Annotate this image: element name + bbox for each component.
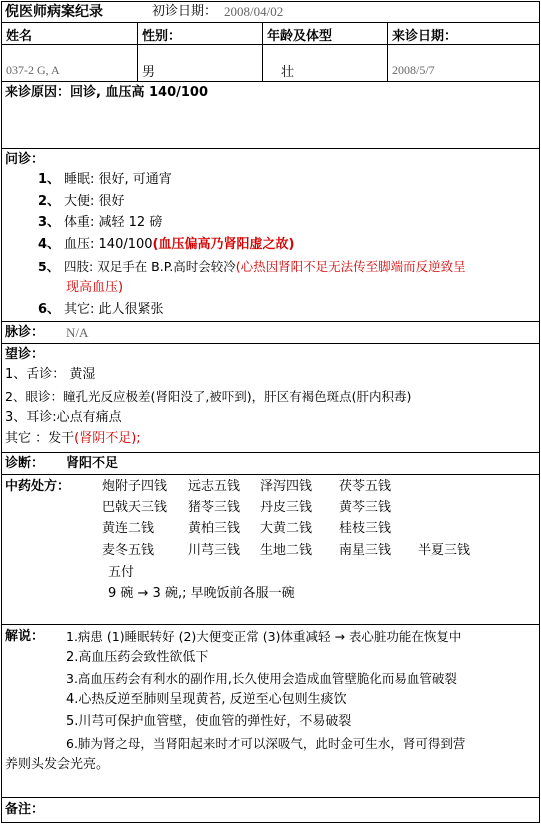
herb: 黄柏三钱 [188,521,241,536]
pulse-value: N/A [66,325,89,340]
name-header: 姓名 [2,23,138,44]
note-line: 2.高血压药会致性欲低下 [66,650,209,665]
ear-diagnosis: 3、耳诊:心点有痛点 [5,410,122,425]
note-line: 5.川芎可保护血管壁，使血管的弹性好，不易破裂 [66,714,352,729]
inquiry-item: 4、 血压: 140/100(血压偏高乃肾阳虚之故) [38,237,295,252]
eye-diagnosis: 2、眼诊：瞳孔光反应极差(肾阳没了,被吓到)，肝区有褐色斑点(肝内积毒) [5,389,412,404]
visit-reason: 来诊原因：回诊, 血压高 140/100 [5,85,209,100]
case-record [1,1,540,823]
herb: 南星三钱 [339,543,392,558]
tongue-diagnosis: 1、舌诊： 黄湿 [5,367,96,382]
herb: 麦冬五钱 [102,543,155,558]
inquiry-item-continued: 现高血压) [66,280,124,295]
other-observation: 其它 ：发干(肾阴不足); [5,431,141,446]
diagnosis-value: 肾阳不足 [66,456,119,471]
note-line: 养则头发会光亮。 [5,757,110,772]
herb: 黄芩三钱 [339,500,392,515]
inquiry-item: 5、 四肢: 双足手在 B.P.高时会较冷(心热因肾阳不足无法传至脚端而反逆致呈 [38,259,466,274]
age-body-header: 年龄及体型 [263,23,388,44]
herb: 川芎三钱 [188,543,241,558]
inquiry-title: 问诊： [5,152,45,167]
gender-value: 男 [138,45,263,81]
visit-date-header: 来诊日期： [392,29,458,44]
pulse-label: 脉诊： [5,325,45,340]
first-visit-date: 2008/04/02 [224,4,284,19]
diagnosis-section [2,453,539,475]
record-title: 倪医师病案纪录 [5,4,103,20]
dose-count: 五付 [108,565,135,580]
notes-label: 解说： [5,629,45,644]
diagnosis-label: 诊断： [5,456,45,471]
herb: 猪苓三钱 [188,500,241,515]
header-row [2,2,539,23]
note-line: 1.病患 (1)睡眠转好 (2)大便变正常 (3)体重减轻 → 表心脏功能在恢复中 [66,629,462,644]
notes-section [2,625,539,798]
note-line: 6.肺为肾之母，当肾阳起来时才可以深吸气，此时金可生水，肾可得到营 [66,736,466,751]
herb: 生地二钱 [260,543,313,558]
column-title-row [2,23,539,45]
herb: 桂枝三钱 [339,521,392,536]
herb: 半夏三钱 [418,543,471,558]
reason-section [2,82,539,149]
remarks-label: 备注： [5,802,45,817]
herb: 泽泻四钱 [260,479,313,494]
prescription-section [2,475,539,625]
visit-date-value: 2008/5/7 [392,63,435,77]
first-visit-label: 初诊日期： [152,4,218,19]
pulse-section [2,322,539,344]
herb: 黄连二钱 [102,521,155,536]
herb: 大黄二钱 [260,521,313,536]
inquiry-section [2,149,539,322]
usage-instructions: 9 碗 → 3 碗,; 早晚饭前各服一碗 [108,586,295,601]
herb: 茯苓五钱 [339,479,392,494]
patient-info-row [2,45,539,82]
herb: 巴戟天三钱 [102,500,168,515]
inquiry-item: 3、 体重: 减轻 12 磅 [38,215,163,230]
herb: 丹皮三钱 [260,500,313,515]
note-line: 4.心热反逆至肺则呈现黄苔, 反逆至心包则生痰饮 [66,692,347,707]
observation-title: 望诊： [5,347,45,362]
inquiry-item: 1、 睡眠: 很好, 可通宵 [38,172,172,187]
note-line: 3.高血压药会有利水的副作用,长久使用会造成血管壁脆化而易血管破裂 [66,671,457,686]
herb: 炮附子四钱 [102,479,168,494]
age-body-value: 壮 [263,45,388,81]
inquiry-item: 6、 其它: 此人很紧张 [38,302,164,317]
remarks-section [2,798,539,822]
observation-section [2,344,539,453]
inquiry-item: 2、 大便: 很好 [38,194,125,209]
herb: 远志五钱 [188,479,241,494]
prescription-label: 中药处方： [5,479,71,494]
gender-header: 性别： [138,23,263,44]
patient-id: 037-2 G, A [2,45,138,81]
